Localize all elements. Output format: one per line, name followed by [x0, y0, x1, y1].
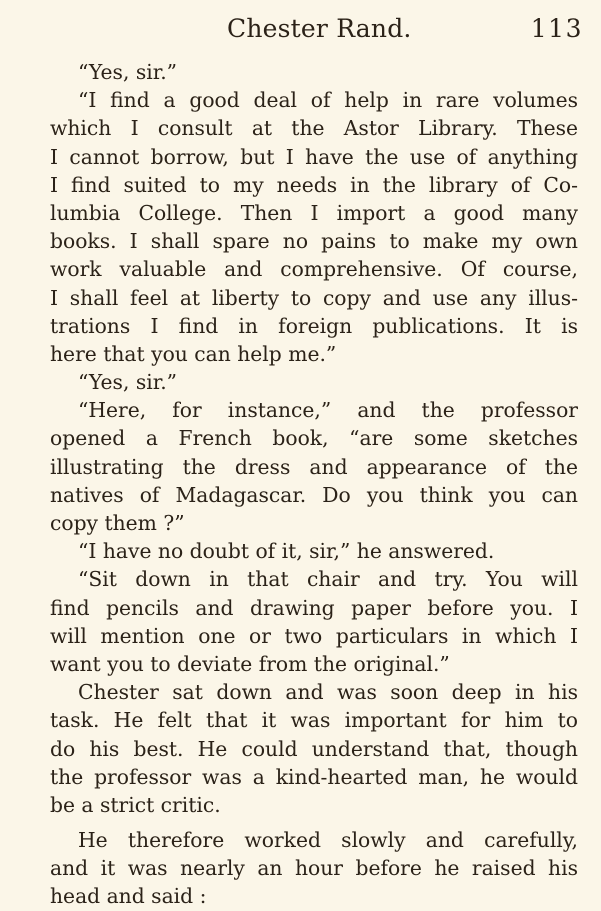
text-line: books. I shall spare no pains to make my own: [50, 229, 578, 254]
text-line: He therefore worked slowly and carefully,: [78, 828, 578, 853]
text-line: lumbia College. Then I import a good many: [50, 200, 578, 225]
text-line: do his best. He could understand that, though: [50, 736, 578, 761]
text-line: and it was nearly an hour before he raised his: [50, 856, 578, 881]
text-line: natives of Madagascar. Do you think you can: [50, 482, 578, 507]
text-line: trations I find in foreign publications. It is: [50, 313, 578, 338]
text-line: will mention one or two particulars in which I: [50, 623, 578, 648]
text-line: head and said :: [50, 884, 207, 909]
text-line: copy them ?”: [50, 511, 185, 535]
text-line: which I consult at the Astor Library. These: [50, 116, 578, 141]
text-line: I shall feel at liberty to copy and use any illus-: [50, 285, 578, 310]
text-line: work valuable and comprehensive. Of course,: [50, 257, 578, 282]
text-line: “Here, for instance,” and the professor: [78, 398, 578, 423]
text-line: be a strict critic.: [50, 792, 221, 817]
text-line: “Sit down in that chair and try. You will: [78, 567, 578, 592]
text-line: “Yes, sir.”: [78, 370, 178, 395]
text-line: here that you can help me.”: [50, 341, 337, 366]
text-line: the professor was a kind-hearted man, he would: [50, 764, 578, 789]
running-title: Chester Rand.: [227, 14, 412, 43]
body-text: [50, 58, 578, 911]
running-head: [0, 14, 601, 48]
text-line: task. He felt that it was important for him to: [50, 708, 578, 733]
text-line: “I have no doubt of it, sir,” he answered.: [78, 539, 495, 564]
text-line: I cannot borrow, but I have the use of anything: [50, 144, 578, 169]
page-number: 113: [530, 14, 583, 43]
text-line: find pencils and drawing paper before you. I: [50, 595, 578, 620]
text-line: illustrating the dress and appearance of the: [50, 454, 578, 479]
text-line: I find suited to my needs in the library of Co-: [50, 172, 578, 197]
text-line: Chester sat down and was soon deep in his: [78, 680, 578, 705]
text-line: “Yes, sir.”: [78, 60, 178, 84]
text-line: want you to deviate from the original.”: [50, 651, 450, 676]
text-line: “I find a good deal of help in rare volumes: [78, 88, 578, 113]
text-line: opened a French book, “are some sketches: [50, 426, 578, 451]
